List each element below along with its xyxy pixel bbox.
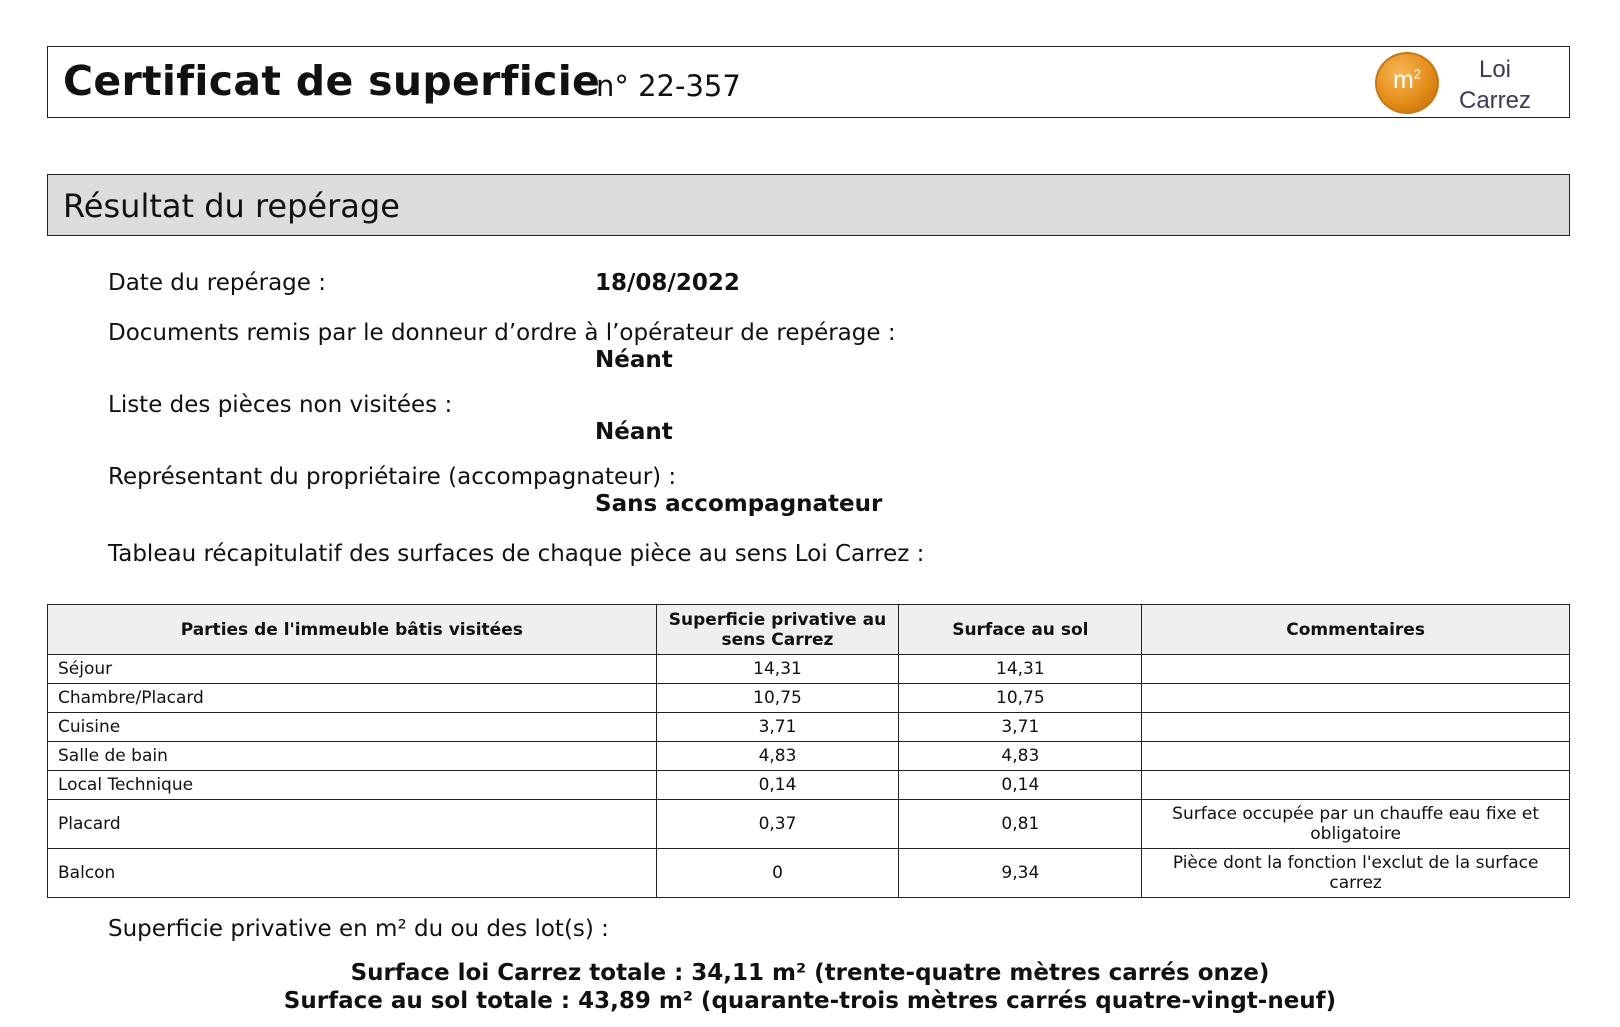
certificate-header: [47, 46, 1570, 118]
table-row: [48, 800, 1570, 849]
cell-carrez: 10,75: [656, 684, 899, 713]
tableau-label: Tableau récapitulatif des surfaces de chaque pièce au sens Loi Carrez :: [108, 541, 925, 567]
section-title: Résultat du repérage: [63, 187, 400, 225]
cell-comment: [1142, 742, 1570, 771]
date-value: 18/08/2022: [595, 270, 740, 296]
table-row: [48, 771, 1570, 800]
cell-piece: Cuisine: [48, 713, 657, 742]
header-pieces: Parties de l'immeuble bâtis visitées: [48, 605, 657, 655]
total-sol: Surface au sol totale : 43,89 m² (quarante-trois mètres carrés quatre-vingt-neuf): [283, 988, 1337, 1014]
surfaces-table: [47, 604, 1570, 898]
cell-carrez: 0: [656, 849, 899, 898]
cell-sol: 14,31: [899, 655, 1142, 684]
cell-carrez: 0,14: [656, 771, 899, 800]
logo-caption: [1450, 54, 1540, 116]
pieces-value: Néant: [595, 419, 673, 445]
logo-superscript: 2: [1413, 66, 1422, 82]
header-carrez: Superficie privative au sens Carrez: [656, 605, 899, 655]
documents-value: Néant: [595, 347, 673, 373]
table-row: [48, 684, 1570, 713]
cell-comment: [1142, 684, 1570, 713]
pieces-label: Liste des pièces non visitées :: [108, 392, 453, 418]
cell-comment: [1142, 655, 1570, 684]
table-row: [48, 655, 1570, 684]
table-row: [48, 713, 1570, 742]
cell-piece: Séjour: [48, 655, 657, 684]
documents-label: Documents remis par le donneur d’ordre à l’opérateur de repérage :: [108, 320, 896, 346]
cell-carrez: 14,31: [656, 655, 899, 684]
certificate-title: Certificat de superficie: [63, 57, 601, 105]
table-row: [48, 742, 1570, 771]
section-header: [47, 174, 1570, 236]
cell-carrez: 0,37: [656, 800, 899, 849]
cell-sol: 10,75: [899, 684, 1142, 713]
date-label: Date du repérage :: [108, 270, 326, 296]
header-sol: Surface au sol: [899, 605, 1142, 655]
cell-sol: 3,71: [899, 713, 1142, 742]
cell-sol: 4,83: [899, 742, 1142, 771]
representant-value: Sans accompagnateur: [595, 491, 883, 517]
cell-sol: 0,81: [899, 800, 1142, 849]
cell-sol: 0,14: [899, 771, 1142, 800]
header-commentaires: Commentaires: [1142, 605, 1570, 655]
cell-piece: Chambre/Placard: [48, 684, 657, 713]
logo-m-letter: m: [1392, 66, 1414, 94]
cell-comment: [1142, 771, 1570, 800]
cell-comment: Pièce dont la fonction l'exclut de la surface carrez: [1142, 849, 1570, 898]
cell-piece: Placard: [48, 800, 657, 849]
cell-sol: 9,34: [899, 849, 1142, 898]
table-header-row: [48, 605, 1570, 655]
representant-label: Représentant du propriétaire (accompagnateur) :: [108, 464, 677, 490]
table-row: [48, 849, 1570, 898]
cell-carrez: 3,71: [656, 713, 899, 742]
cell-carrez: 4,83: [656, 742, 899, 771]
cell-comment: [1142, 713, 1570, 742]
certificate-number: n° 22-357: [596, 69, 741, 103]
logo-m2-text: [1375, 66, 1439, 95]
superficie-label: Superficie privative en m² du ou des lot(s) :: [108, 916, 609, 942]
loi-carrez-logo: [1375, 52, 1555, 114]
cell-piece: Salle de bain: [48, 742, 657, 771]
logo-line-1: Loi: [1478, 56, 1512, 83]
cell-comment: Surface occupée par un chauffe eau fixe et obligatoire: [1142, 800, 1570, 849]
total-carrez: Surface loi Carrez totale : 34,11 m² (trente-quatre mètres carrés onze): [350, 960, 1270, 986]
cell-piece: Local Technique: [48, 771, 657, 800]
logo-line-2: Carrez: [1458, 87, 1531, 114]
cell-piece: Balcon: [48, 849, 657, 898]
